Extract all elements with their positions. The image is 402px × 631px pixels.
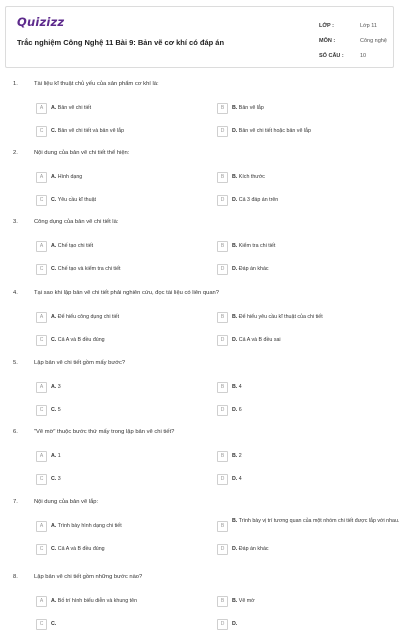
question-text: Lập bản vẽ chi tiết gồm những bước nào? bbox=[34, 574, 143, 580]
option-content: 3 bbox=[57, 384, 61, 390]
question-number: 1. bbox=[13, 81, 18, 87]
question-number: 8. bbox=[13, 574, 18, 580]
question-number: 2. bbox=[13, 150, 18, 156]
option-label: D. bbox=[232, 197, 238, 203]
option-letter-badge: D bbox=[217, 474, 228, 485]
option-text bbox=[51, 384, 61, 390]
option-label: C. bbox=[51, 621, 57, 627]
question-text: Nội dung của bản vẽ lắp: bbox=[34, 499, 99, 505]
option-label: C. bbox=[51, 197, 57, 203]
option-text bbox=[232, 197, 278, 203]
option-label: C. bbox=[51, 407, 57, 413]
option-text bbox=[232, 337, 281, 343]
quizizz-logo: Quizizz bbox=[17, 15, 65, 29]
option-content: Cả 3 đáp án trên bbox=[238, 197, 279, 203]
meta-value: 10 bbox=[360, 53, 367, 59]
option-letter-badge: A bbox=[36, 103, 47, 114]
option-letter-badge: D bbox=[217, 335, 228, 346]
question-text: Lập bản vẽ chi tiết gồm mấy bước? bbox=[34, 360, 126, 366]
option-content: Đáp án khác bbox=[238, 266, 269, 272]
option-content: 2 bbox=[238, 453, 242, 459]
option-letter-badge: D bbox=[217, 619, 228, 630]
option-content: Trình bày hình dạng chi tiết bbox=[57, 523, 122, 529]
option-content: Để hiểu yêu cầu kĩ thuật của chi tiết bbox=[238, 314, 323, 320]
question-text: Tài liệu kĩ thuật chủ yếu của sản phẩm cơ khí là: bbox=[34, 81, 159, 87]
option-letter-badge: A bbox=[36, 312, 47, 323]
meta-label: MÔN : bbox=[319, 38, 336, 44]
option-text bbox=[51, 453, 61, 459]
question-number: 3. bbox=[13, 219, 18, 225]
option-content: 3 bbox=[57, 476, 61, 482]
meta-label: SỐ CÂU : bbox=[319, 53, 344, 59]
meta-value: Lớp 11 bbox=[360, 23, 377, 29]
option-content: Trình bày vị trí tương quan của một nhóm chi tiết được lắp với nhau. bbox=[238, 518, 400, 524]
option-text bbox=[51, 476, 61, 482]
option-content: Kích thước bbox=[238, 174, 265, 180]
option-label: D. bbox=[232, 476, 238, 482]
option-content: Kiểm tra chi tiết bbox=[238, 243, 276, 249]
option-letter-badge: C bbox=[36, 474, 47, 485]
question-number: 6. bbox=[13, 429, 18, 435]
option-content: Yêu cầu kĩ thuật bbox=[57, 197, 96, 203]
option-content: Chế tạo và kiểm tra chi tiết bbox=[57, 266, 121, 272]
option-text bbox=[232, 266, 269, 272]
option-label: A. bbox=[51, 174, 57, 180]
option-label: B. bbox=[232, 453, 238, 459]
option-letter-badge: B bbox=[217, 451, 228, 462]
option-label: B. bbox=[232, 174, 238, 180]
option-label: D. bbox=[232, 621, 238, 627]
option-content: Vẽ mờ bbox=[238, 598, 255, 604]
option-label: A. bbox=[51, 523, 57, 529]
option-text bbox=[51, 407, 61, 413]
option-content: Đáp án khác bbox=[238, 546, 269, 552]
option-text bbox=[232, 128, 311, 134]
option-letter-badge: B bbox=[217, 596, 228, 607]
option-content: Cả A và B đều đúng bbox=[57, 337, 105, 343]
option-letter-badge: C bbox=[36, 619, 47, 630]
option-content: 4 bbox=[238, 384, 242, 390]
option-content: Bản vẽ chi tiết và bản vẽ lắp bbox=[57, 128, 125, 134]
option-text bbox=[232, 453, 242, 459]
option-letter-badge: B bbox=[217, 172, 228, 183]
meta-label: LỚP : bbox=[319, 23, 334, 29]
option-label: A. bbox=[51, 384, 57, 390]
option-label: C. bbox=[51, 546, 57, 552]
option-content: 1 bbox=[57, 453, 61, 459]
option-label: B. bbox=[232, 105, 238, 111]
option-label: B. bbox=[232, 598, 238, 604]
option-text bbox=[232, 384, 242, 390]
option-text bbox=[232, 243, 275, 249]
option-label: D. bbox=[232, 128, 238, 134]
option-letter-badge: D bbox=[217, 264, 228, 275]
option-text bbox=[232, 518, 402, 525]
option-text bbox=[232, 546, 269, 552]
option-content: Cả A và B đều sai bbox=[238, 337, 281, 343]
option-text bbox=[232, 621, 237, 627]
option-letter-badge: D bbox=[217, 405, 228, 416]
option-label: B. bbox=[232, 243, 238, 249]
option-text bbox=[232, 174, 265, 180]
question-number: 5. bbox=[13, 360, 18, 366]
option-content: Bản vẽ chi tiết bbox=[57, 105, 92, 111]
option-text bbox=[51, 266, 121, 272]
option-content: 4 bbox=[238, 476, 242, 482]
question-number: 4. bbox=[13, 290, 18, 296]
option-label: D. bbox=[232, 337, 238, 343]
option-letter-badge: B bbox=[217, 521, 228, 532]
option-label: D. bbox=[232, 407, 238, 413]
option-content: Hình dạng bbox=[57, 174, 83, 180]
option-label: B. bbox=[232, 384, 238, 390]
option-label: C. bbox=[51, 337, 57, 343]
option-letter-badge: A bbox=[36, 596, 47, 607]
option-label: A. bbox=[51, 598, 57, 604]
option-text bbox=[51, 174, 82, 180]
question-text: "Vẽ mờ" thuộc bước thứ mấy trong lập bản vẽ chi tiết? bbox=[34, 429, 175, 435]
option-text bbox=[51, 314, 119, 320]
option-content: Bản vẽ lắp bbox=[238, 105, 264, 111]
option-text bbox=[232, 314, 323, 320]
option-label: D. bbox=[232, 546, 238, 552]
option-letter-badge: B bbox=[217, 103, 228, 114]
option-text bbox=[51, 621, 56, 627]
question-text: Công dụng của bản vẽ chi tiết là: bbox=[34, 219, 119, 225]
meta-subject bbox=[319, 38, 387, 44]
option-letter-badge: D bbox=[217, 544, 228, 555]
option-label: B. bbox=[232, 518, 238, 524]
meta-class bbox=[319, 23, 377, 29]
option-letter-badge: A bbox=[36, 172, 47, 183]
option-content: 6 bbox=[238, 407, 242, 413]
option-letter-badge: D bbox=[217, 126, 228, 137]
option-text bbox=[51, 105, 91, 111]
option-label: A. bbox=[51, 314, 57, 320]
option-letter-badge: C bbox=[36, 195, 47, 206]
option-letter-badge: C bbox=[36, 544, 47, 555]
option-letter-badge: C bbox=[36, 405, 47, 416]
option-label: D. bbox=[232, 266, 238, 272]
option-letter-badge: D bbox=[217, 195, 228, 206]
option-text bbox=[51, 546, 105, 552]
option-text bbox=[232, 598, 255, 604]
option-label: B. bbox=[232, 314, 238, 320]
option-letter-badge: C bbox=[36, 126, 47, 137]
question-text: Tại sao khi lập bản vẽ chi tiết phải nghiên cứu, đọc tài liệu có liên quan? bbox=[34, 290, 219, 296]
option-letter-badge: C bbox=[36, 264, 47, 275]
option-content: 5 bbox=[57, 407, 61, 413]
option-label: A. bbox=[51, 453, 57, 459]
option-text bbox=[51, 337, 105, 343]
option-letter-badge: C bbox=[36, 335, 47, 346]
option-label: A. bbox=[51, 243, 57, 249]
option-letter-badge: A bbox=[36, 451, 47, 462]
option-text bbox=[232, 105, 264, 111]
option-letter-badge: A bbox=[36, 521, 47, 532]
option-text bbox=[51, 197, 96, 203]
option-content: Bố trí hình biểu diễn và khung tên bbox=[57, 598, 138, 604]
option-label: C. bbox=[51, 476, 57, 482]
quiz-header bbox=[5, 6, 394, 68]
question-number: 7. bbox=[13, 499, 18, 505]
option-text bbox=[232, 476, 242, 482]
option-text bbox=[51, 243, 93, 249]
meta-count bbox=[319, 53, 366, 59]
option-letter-badge: B bbox=[217, 312, 228, 323]
option-label: A. bbox=[51, 105, 57, 111]
option-text bbox=[51, 523, 122, 529]
option-content: Bản vẽ chi tiết hoặc bản vẽ lắp bbox=[238, 128, 311, 134]
option-label: C. bbox=[51, 266, 57, 272]
option-text bbox=[51, 598, 137, 604]
option-text bbox=[232, 407, 242, 413]
option-letter-badge: A bbox=[36, 382, 47, 393]
meta-value: Công nghệ bbox=[360, 38, 387, 44]
option-content: Chế tạo chi tiết bbox=[57, 243, 94, 249]
option-content: Để hiểu công dụng chi tiết bbox=[57, 314, 120, 320]
option-letter-badge: B bbox=[217, 241, 228, 252]
option-letter-badge: A bbox=[36, 241, 47, 252]
question-text: Nội dung của bản vẽ chi tiết thể hiện: bbox=[34, 150, 130, 156]
option-label: C. bbox=[51, 128, 57, 134]
option-letter-badge: B bbox=[217, 382, 228, 393]
quiz-title: Trắc nghiệm Công Nghệ 11 Bài 9: Bản vẽ cơ khí có đáp án bbox=[17, 38, 225, 47]
option-content: Cả A và B đều đúng bbox=[57, 546, 105, 552]
option-text bbox=[51, 128, 124, 134]
